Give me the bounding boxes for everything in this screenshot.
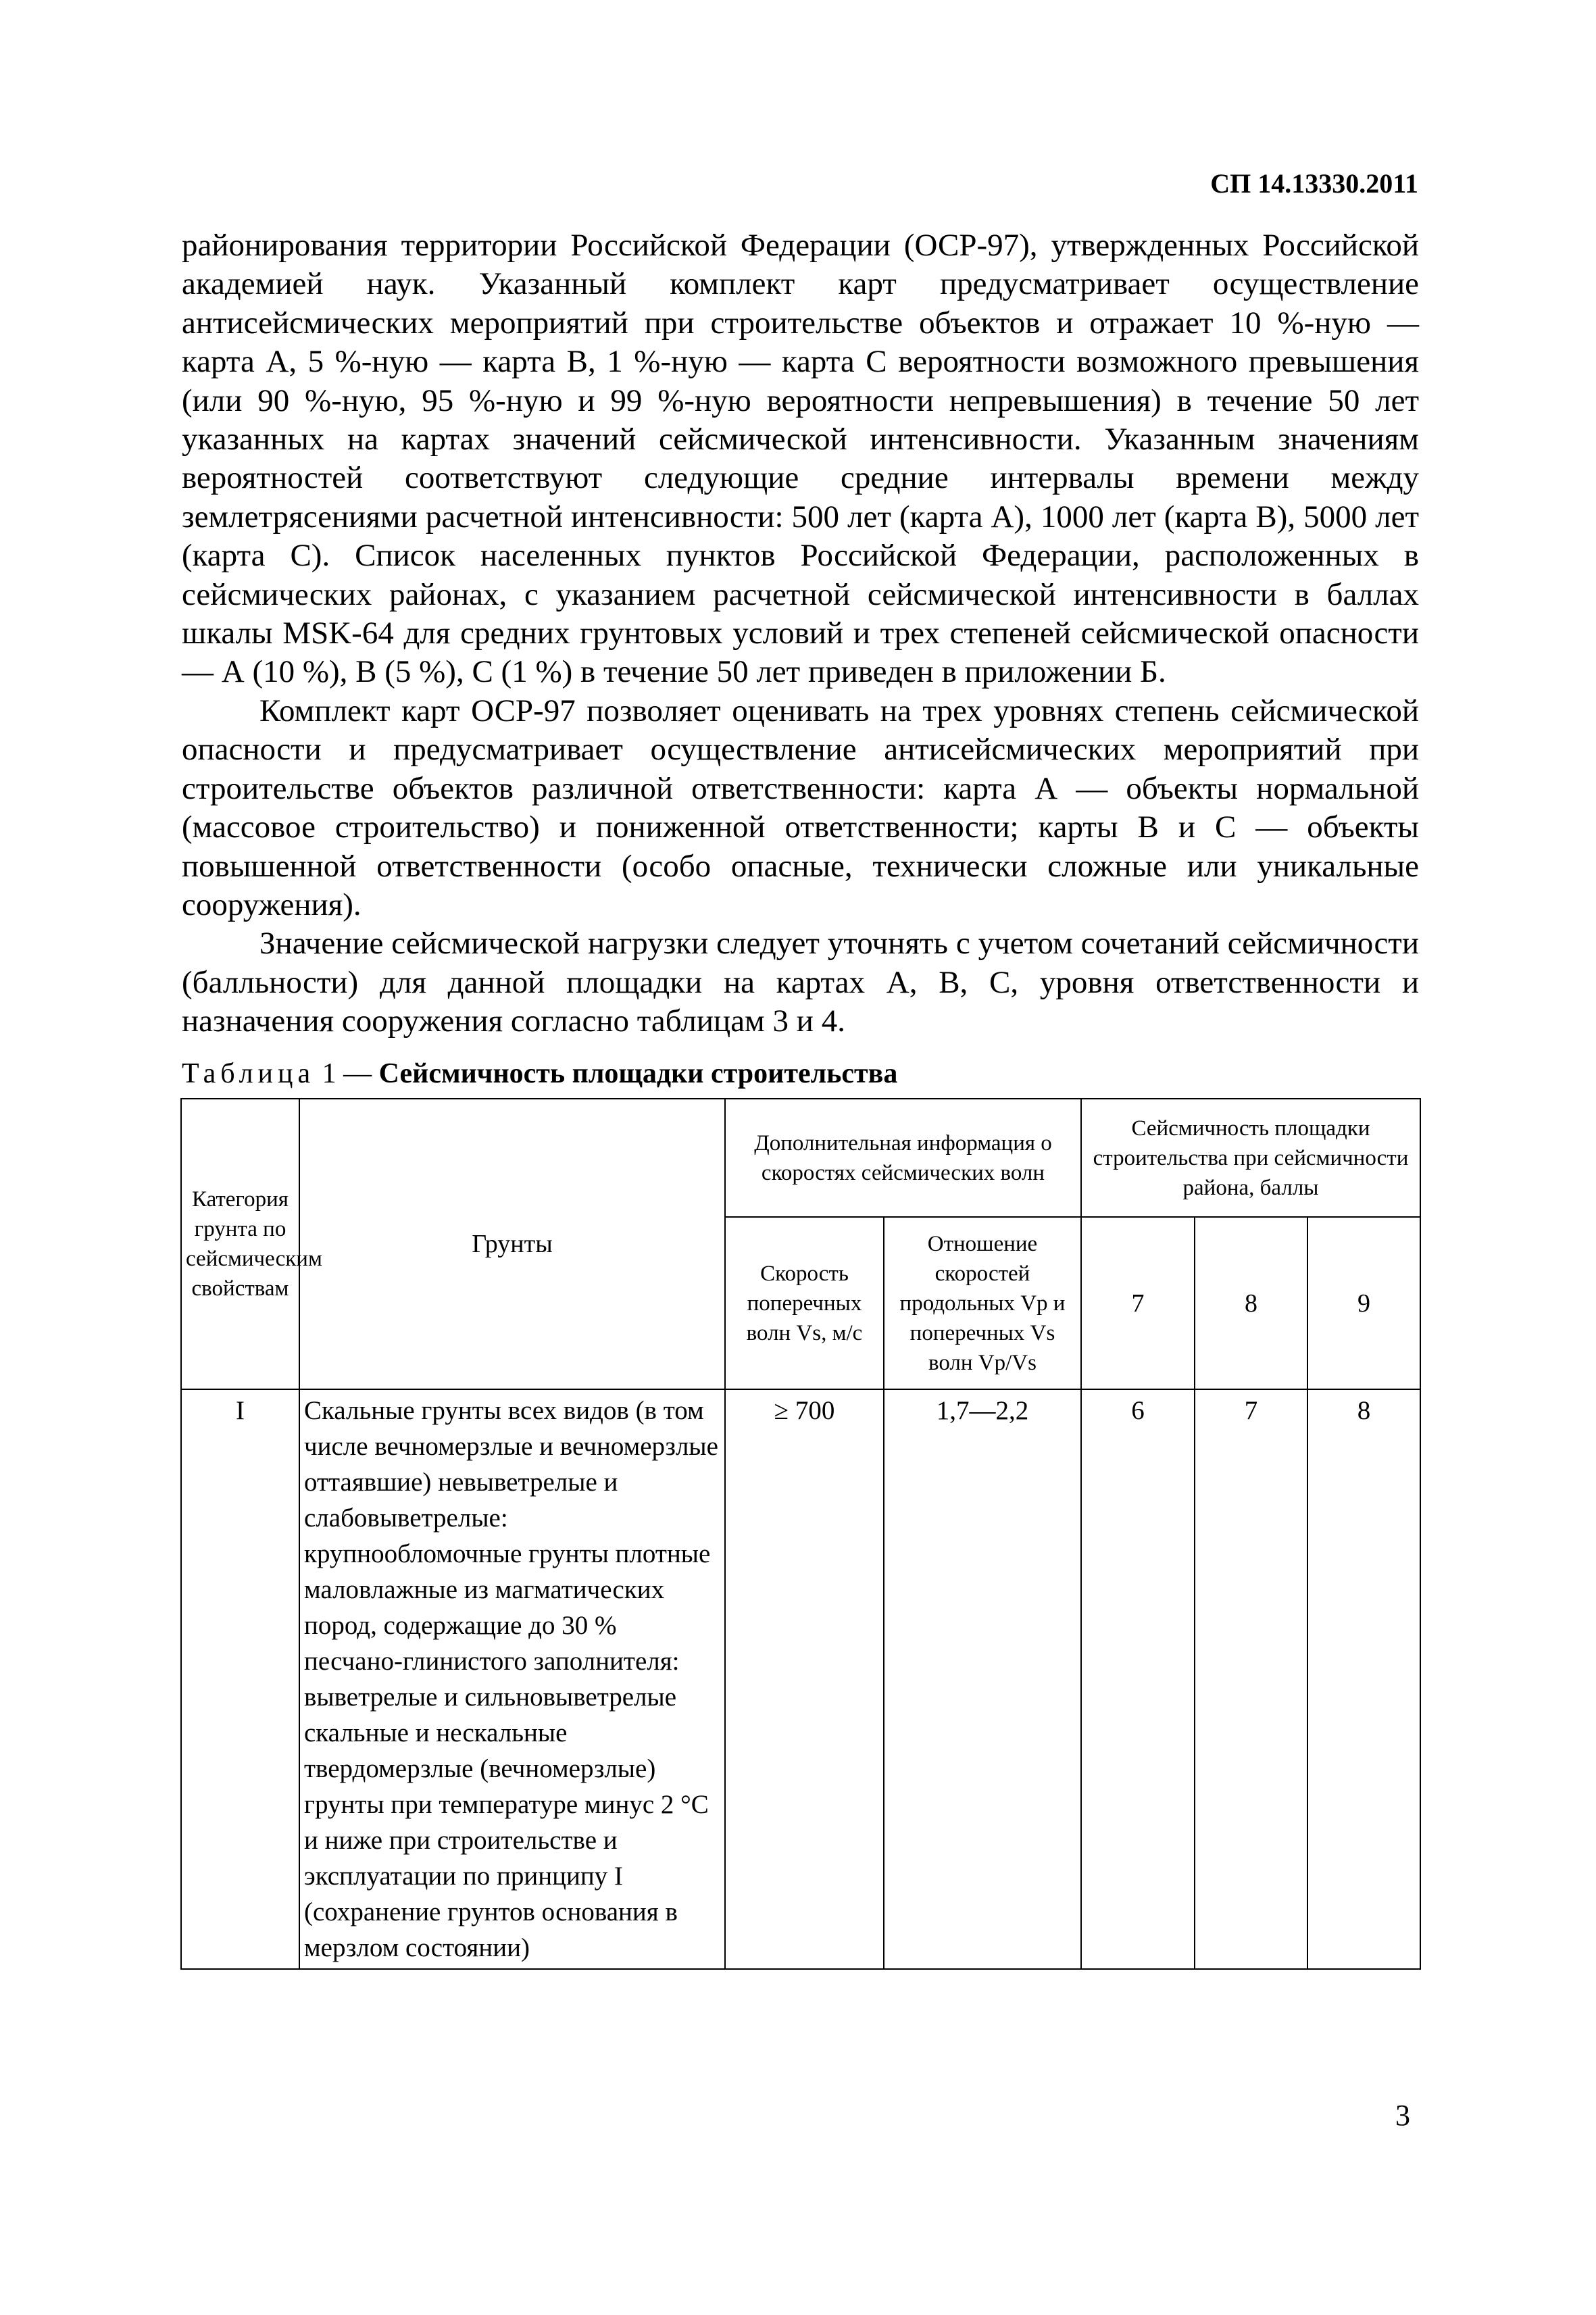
seismicity-table	[180, 1098, 1421, 1970]
table-caption-title: Сейсмичность площадки строительства	[378, 1058, 898, 1089]
header-intensity-8: 8	[1195, 1217, 1307, 1389]
header-intensity-9: 9	[1307, 1217, 1420, 1389]
header-intensity-7: 7	[1081, 1217, 1195, 1389]
table-row	[181, 1389, 1420, 1969]
cell-ratio: 1,7—2,2	[884, 1389, 1081, 1969]
header-velocity: Скорость поперечных волн Vs, м/с	[725, 1217, 884, 1389]
table-caption-dash: —	[343, 1058, 372, 1089]
document-code: СП 14.13330.2011	[1210, 168, 1418, 199]
table-caption-number: 1	[322, 1058, 336, 1089]
body-text	[182, 226, 1419, 1041]
cell-value-9: 8	[1307, 1389, 1420, 1969]
cell-category: I	[181, 1389, 299, 1969]
cell-value-8: 7	[1195, 1389, 1307, 1969]
paragraph: районирования территории Российской Федерации (ОСР-97), утвержденных Российской академией наук. Указанный комплект карт предусматривает осуществление антисейсмических мероприятий при строительстве объектов и отражает 10 %-ную — карта А, 5 %-ную — карта В, 1 %-ную — карта С вероятности возможного превышения (или 90 %-ную, 95 %-ную и 99 %-ную вероятности непревышения) в течение 50 лет указанных на картах значений сейсмической интенсивности. Указанным значениям вероятностей соответствуют следующие средние интервалы времени между землетрясениями расчетной интенсивности: 500 лет (карта А), 1000 лет (карта В), 5000 лет (карта С). Список населенных пунктов Российской Федерации, расположенных в сейсмических районах, с указанием расчетной сейсмической интенсивности в баллах шкалы MSK-64 для средних грунтовых условий и трех степеней сейсмической опасности — А (10 %), В (5 %), С (1 %) в течение 50 лет приведен в приложении Б.	[182, 228, 1419, 690]
header-ratio: Отношение скоростей продольных Vp и поперечных Vs волн Vp/Vs	[884, 1217, 1081, 1389]
header-extra-info: Дополнительная информация о скоростях сейсмических волн	[725, 1099, 1081, 1217]
table-caption-label: Таблица	[182, 1058, 316, 1089]
paragraph: Комплект карт ОСР-97 позволяет оценивать на трех уровнях степень сейсмической опасности и предусматривает осуществление антисейсмических мероприятий при строительстве объектов различной ответственности: карта А — объекты нормальной (массовое строительство) и пониженной ответственности; карты В и С — объекты повышенной ответственности (особо опасные, технически сложные или уникальные сооружения).	[182, 693, 1419, 922]
header-soils: Грунты	[299, 1099, 725, 1389]
header-site-seismicity: Сейсмичность площадки строительства при сейсмичности района, баллы	[1081, 1099, 1420, 1217]
table-caption	[182, 1057, 897, 1090]
cell-soils: Скальные грунты всех видов (в том числе вечномерзлые и вечномерзлые оттаявшие) невыветрелые и слабовыветрелые: крупнообломочные грунты плотные маловлажные из магматических пород, содержащие до 30 % песчано-глинистого заполнителя: выветрелые и сильновыветрелые скальные и нескальные твердомерзлые (вечномерзлые) грунты при температуре минус 2 °С и ниже при строительстве и эксплуатации по принципу I (сохранение грунтов основания в мерзлом состоянии)	[299, 1389, 725, 1969]
page-number: 3	[1395, 2099, 1410, 2132]
paragraph: Значение сейсмической нагрузки следует уточнять с учетом сочетаний сейсмичности (балльности) для данной площадки на картах А, В, С, уровня ответственности и назначения сооружения согласно таблицам 3 и 4.	[182, 926, 1419, 1039]
cell-velocity: ≥ 700	[725, 1389, 884, 1969]
header-category: Категория грунта по сейсмическим свойствам	[181, 1099, 299, 1389]
cell-value-7: 6	[1081, 1389, 1195, 1969]
